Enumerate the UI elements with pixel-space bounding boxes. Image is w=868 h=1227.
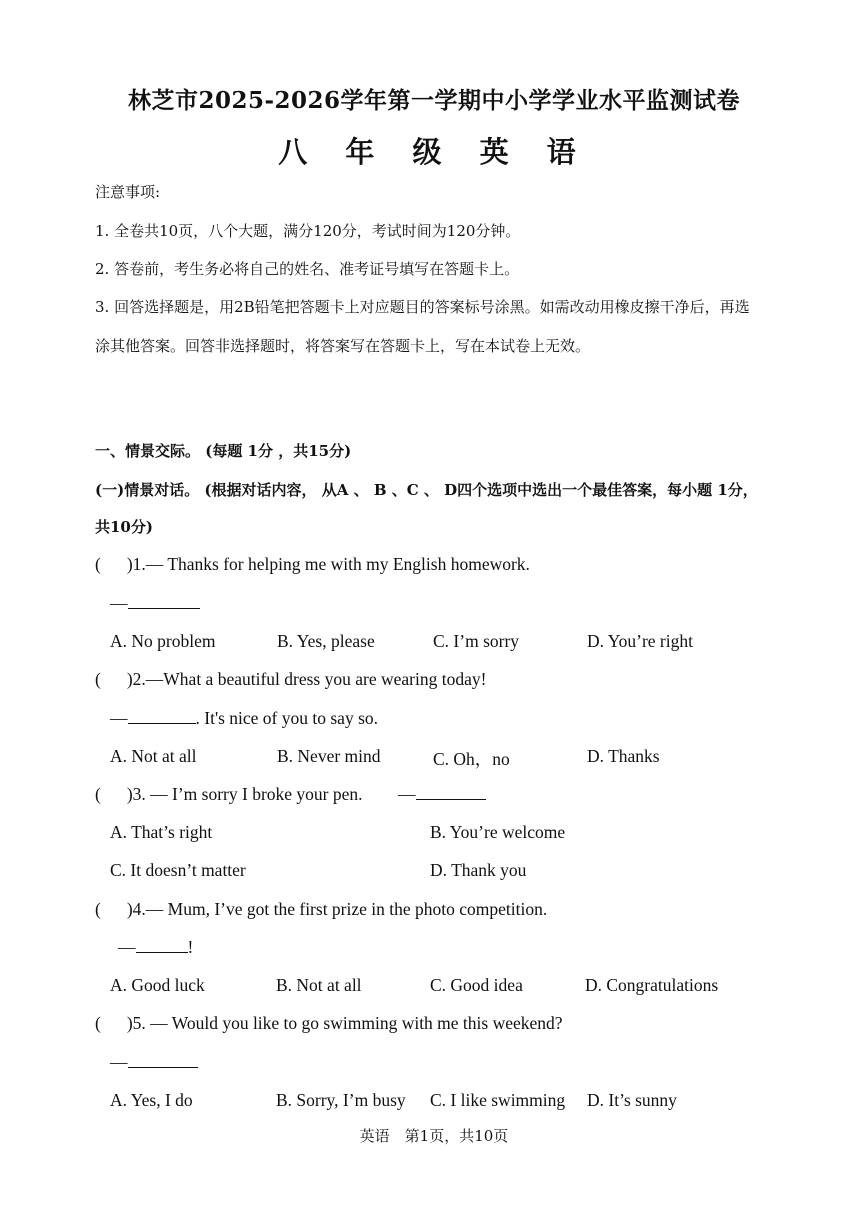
question-3-reply: — — [398, 784, 486, 805]
question-4-reply: — ! — [118, 937, 194, 957]
part-1-instruction-cont: 共10分) — [95, 518, 153, 536]
question-5-stem: ( )5. — Would you like to go swimming with me this weekend? — [95, 1013, 563, 1033]
notes-heading: 注意事项: — [95, 183, 161, 201]
question-4-stem: ( )4.— Mum, I’ve got the first prize in the photo competition. — [95, 899, 548, 919]
subject-title: 八 年 级 英 语 — [278, 135, 590, 169]
note-item-1: 1. 全卷共10页，八个大题，满分120分，考试时间为120分钟。 — [95, 222, 521, 240]
question-5-option-d: D. It’s sunny — [587, 1090, 677, 1110]
question-2-option-d: D. Thanks — [587, 746, 660, 766]
note-item-2: 2. 答卷前，考生务必将自己的姓名、准考证号填写在答题卡上。 — [95, 260, 520, 278]
answer-blank — [128, 709, 196, 724]
question-2-option-b: B. Never mind — [277, 746, 381, 766]
note-item-3: 3. 回答选择题是，用2B铅笔把答题卡上对应题目的答案标号涂黑。如需改动用橡皮擦干净后，再选 — [95, 298, 750, 316]
question-1-option-b: B. Yes, please — [277, 631, 375, 651]
question-1-reply: — — [110, 593, 200, 614]
question-5-reply: — — [110, 1052, 198, 1073]
section-1-heading: 一、情景交际。 (每题 1分 ，共15分) — [95, 442, 352, 460]
answer-blank — [416, 785, 486, 800]
question-2-option-c: C. Oh，no — [433, 749, 510, 769]
answer-blank — [136, 938, 188, 953]
question-4-option-b: B. Not at all — [276, 975, 362, 995]
question-4-option-a: A. Good luck — [110, 975, 205, 995]
question-2-stem: ( )2.—What a beautiful dress you are wearing today! — [95, 669, 487, 689]
question-3-stem: ( )3. — I’m sorry I broke your pen. — [95, 784, 363, 804]
page-footer: 英语 第1页，共10页 — [359, 1127, 509, 1145]
question-5-option-b: B. Sorry, I’m busy — [276, 1090, 406, 1110]
question-5-option-a: A. Yes, I do — [110, 1090, 193, 1110]
question-4-option-d: D. Congratulations — [585, 975, 719, 995]
question-1-option-d: D. You’re right — [587, 631, 693, 651]
question-3-option-b: B. You’re welcome — [430, 822, 566, 842]
part-1-instruction: (一)情景对话。 (根据对话内容， 从A 、 B 、C 、 D四个选项中选出一个最佳答案，每小题 1分， — [95, 481, 758, 499]
question-5-option-c: C. I like swimming — [430, 1090, 566, 1110]
note-item-3-cont: 涂其他答案。回答非选择题时，将答案写在答题卡上，写在本试卷上无效。 — [95, 337, 591, 355]
question-3-option-c: C. It doesn’t matter — [110, 860, 246, 880]
question-2-option-a: A. Not at all — [110, 746, 197, 766]
question-2-reply: — . It's nice of you to say so. — [110, 708, 379, 728]
answer-blank — [128, 1053, 198, 1068]
question-3-option-d: D. Thank you — [430, 860, 527, 880]
question-1-stem: ( )1.— Thanks for helping me with my English homework. — [95, 554, 530, 574]
answer-blank — [128, 594, 200, 609]
question-3-option-a: A. That’s right — [110, 822, 213, 842]
question-4-option-c: C. Good idea — [430, 975, 523, 995]
question-1-option-a: A. No problem — [110, 631, 216, 651]
question-1-option-c: C. I’m sorry — [433, 631, 520, 651]
exam-title: 林芝市2025-2026学年第一学期中小学学业水平监测试卷 — [127, 87, 741, 114]
